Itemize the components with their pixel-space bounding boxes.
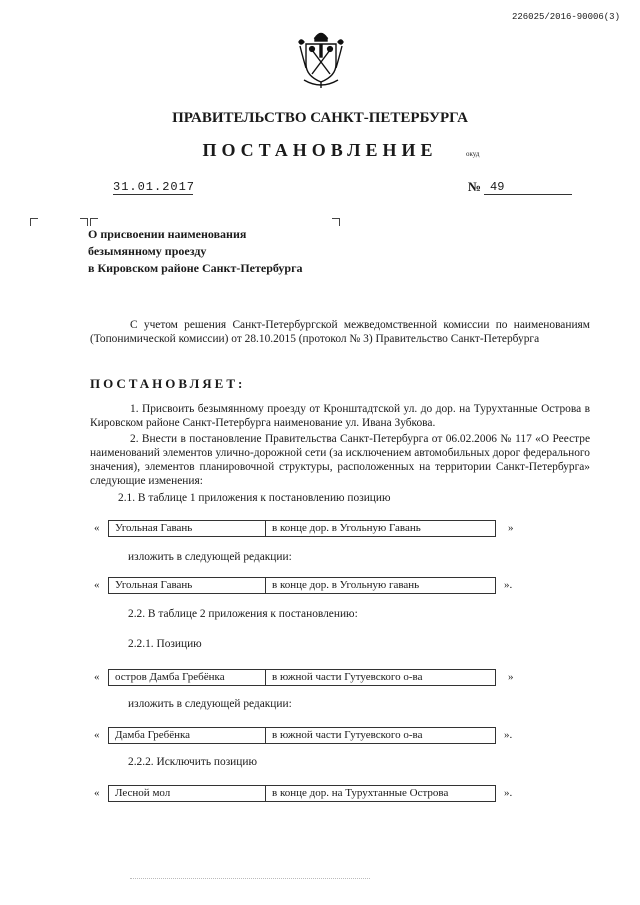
subject-line: в Кировском районе Санкт-Петербурга [88,261,303,275]
corner-mark [90,218,98,226]
item-1-paragraph: 1. Присвоить безымянному проезду от Кронштадтской ул. до дор. на Турухтанные Острова в Кировском районе Санкт-Петербурга наименование ул. Ивана Зубкова. [90,403,590,429]
street-name-cell: Лесной мол [109,786,266,801]
document-type-title: ПОСТАНОВЛЕНИЕ [202,140,438,160]
open-quote: « [94,522,100,534]
close-quote: ». [504,787,513,799]
document-registration-number: 226025/2016-90006(3) [511,12,620,22]
number-label: № [468,179,482,194]
close-quote: » [508,671,514,683]
item-2-1-text: 2.1. В таблице 1 приложения к постановлению позицию [118,492,391,504]
table-row [108,727,496,744]
issuing-authority: ПРАВИТЕЛЬСТВО САНКТ-ПЕТЕРБУРГА [172,110,468,126]
location-cell: в конце дор. в Угольную гавань [272,579,420,591]
subject-line: безымянному проезду [88,244,207,258]
corner-mark [80,218,88,226]
street-name-cell: Угольная Гавань [109,578,266,593]
document-date: 31.01.2017 [113,180,196,194]
table-row [108,669,496,686]
location-cell: в конце дор. в Угольную Гавань [272,522,421,534]
street-name-cell: Дамба Гребёнка [109,728,266,743]
document-number: 49 [484,180,572,195]
open-quote: « [94,787,100,799]
close-quote: ». [504,579,513,591]
document-subject [88,226,303,277]
okud-code: окуд [466,150,480,158]
location-cell: в южной части Гутуевского о-ва [272,729,423,741]
item-2-paragraph: 2. Внести в постановление Правительства Санкт-Петербурга от 06.02.2006 № 117 «О Реестре наименований элементов улично-дорожной сети (за исключением автомобильных дорог федерального значения), элементов планировочной структуры, расположенных на территории Санкт-Петербурга» следующие изменения: [90,433,590,487]
scan-artifact-line [130,878,370,879]
preamble-paragraph: С учетом решения Санкт-Петербургской межведомственной комиссии по наименованиям (Топонимической комиссии) от 28.10.2015 (протокол № 3) Правительство Санкт-Петербурга [90,319,590,345]
table-row [108,577,496,594]
item-2-2-2-text: 2.2.2. Исключить позицию [128,756,257,768]
table-row [108,785,496,802]
item-2-2-1-text: 2.2.1. Позицию [128,638,202,650]
restate-text: изложить в следующей редакции: [128,698,292,710]
close-quote: » [508,522,514,534]
corner-mark [332,218,340,226]
location-cell: в конце дор. на Турухтанные Острова [272,787,449,799]
item-2-2-text: 2.2. В таблице 2 приложения к постановлению: [128,608,358,620]
close-quote: ». [504,729,513,741]
coat-of-arms-icon [298,28,344,90]
subject-line: О присвоении наименования [88,227,247,241]
restate-text: изложить в следующей редакции: [128,551,292,563]
location-cell: в южной части Гутуевского о-ва [272,671,423,683]
open-quote: « [94,671,100,683]
table-row [108,520,496,537]
open-quote: « [94,579,100,591]
open-quote: « [94,729,100,741]
street-name-cell: остров Дамба Гребёнка [109,670,266,685]
corner-mark [30,218,38,226]
street-name-cell: Угольная Гавань [109,521,266,536]
resolves-heading: ПОСТАНОВЛЯЕТ: [90,376,246,391]
